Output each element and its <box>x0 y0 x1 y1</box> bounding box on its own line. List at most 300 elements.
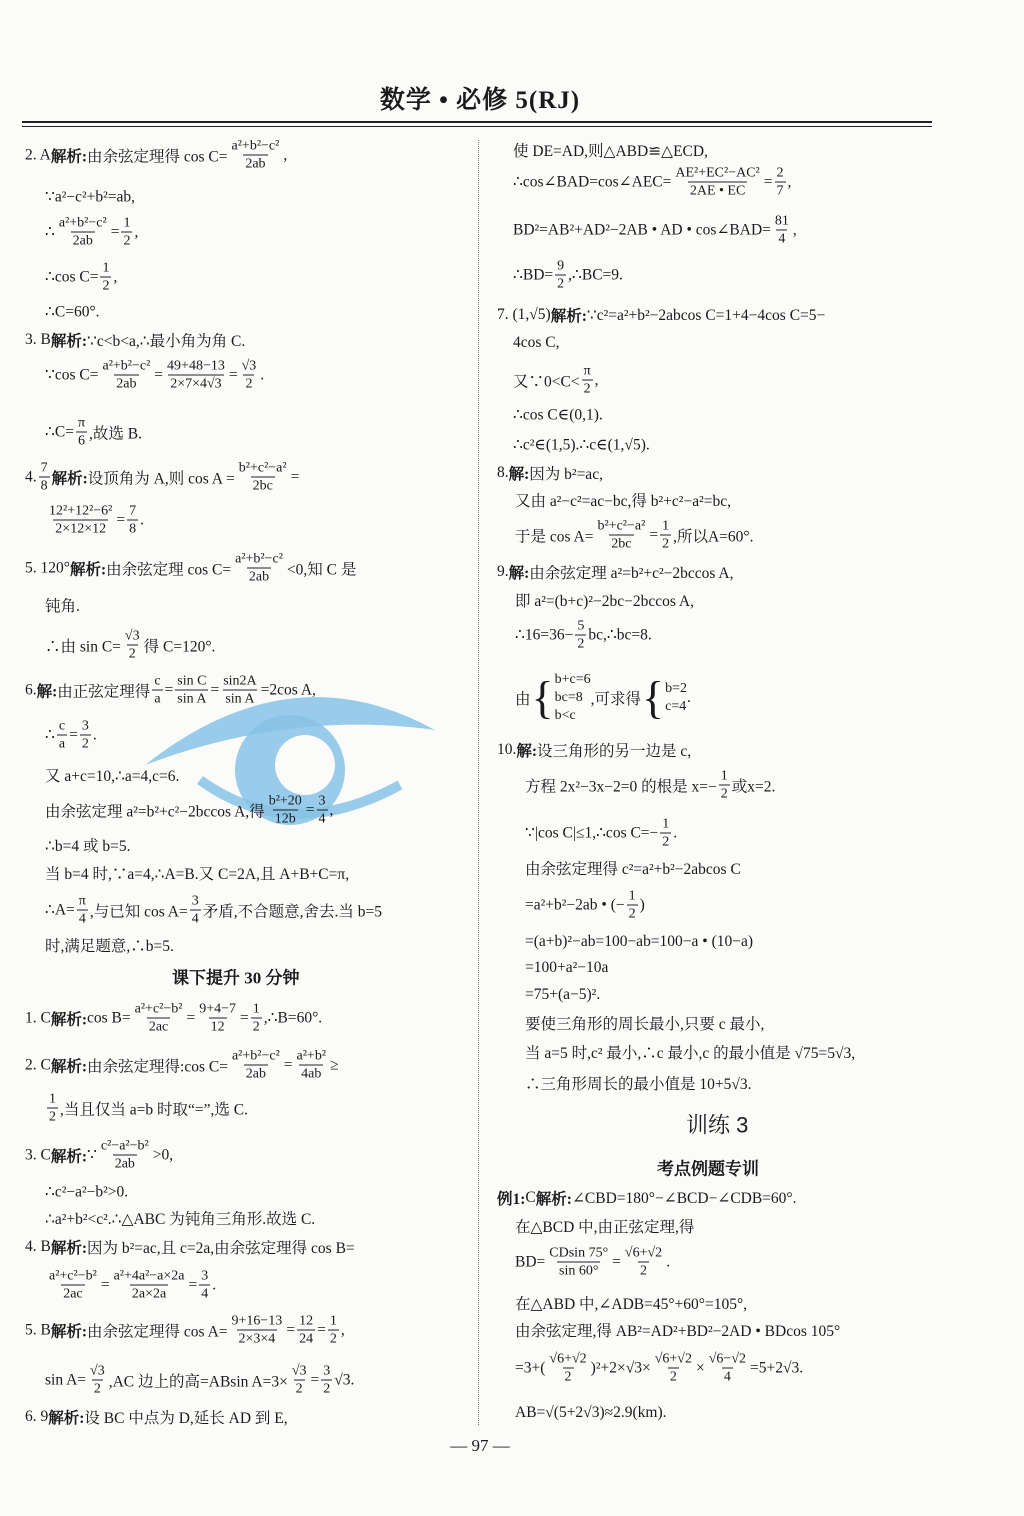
text-span: = <box>305 801 315 818</box>
text-span: , <box>134 223 139 240</box>
fraction <box>707 1351 748 1386</box>
numerator: a²+b²−c² <box>102 358 151 374</box>
fraction <box>627 888 638 923</box>
text-span: . <box>687 689 691 706</box>
text-span: 因为 b²=ac,且 c=2a,由余弦定理得 cos B= <box>87 1240 355 1257</box>
text-line <box>45 188 135 207</box>
text-span: 使 DE=AD,则△ABD≌△ECD, <box>513 143 708 160</box>
denominator: 2bc <box>611 536 632 552</box>
text-span: 训练 3 <box>686 1112 749 1138</box>
numerator: a²+b² <box>296 1048 327 1064</box>
text-span: ,∴BC=9. <box>568 266 623 284</box>
text-span: . <box>212 1276 217 1293</box>
text-span: ∴A= <box>45 901 75 919</box>
fraction <box>47 1091 58 1126</box>
bold-label: 解: <box>516 743 538 760</box>
denominator: 2ab <box>245 1066 266 1082</box>
text-span: = <box>164 681 174 698</box>
denominator: 2 <box>662 834 670 850</box>
text-span: = <box>116 511 126 528</box>
text-line <box>25 329 245 351</box>
bold-label: 解析: <box>50 1323 88 1340</box>
text-span: BD²=AB²+AD²−2AB • AD • cos∠BAD= <box>513 221 771 239</box>
bold-label: 解析: <box>550 308 587 325</box>
text-line <box>45 358 264 393</box>
numerator: AE²+EC²−AC² <box>675 165 760 181</box>
denominator: 4 <box>78 911 86 927</box>
text-line <box>513 334 560 352</box>
text-span: = <box>286 1321 296 1338</box>
text-span: 由余弦定理得:cos C= <box>87 1058 228 1075</box>
text-line <box>515 671 691 725</box>
text-span: 5. B <box>25 1321 51 1338</box>
text-span: = <box>649 526 659 543</box>
fraction <box>575 618 586 653</box>
text-line <box>25 138 287 173</box>
text-span: . <box>140 511 145 528</box>
equation: b<c <box>554 708 576 723</box>
text-line <box>515 518 753 553</box>
numerator: sin2A <box>223 673 257 689</box>
numerator: a²+c²−b² <box>49 1268 97 1284</box>
fraction <box>719 768 730 803</box>
text-line <box>525 959 608 977</box>
fraction <box>673 165 761 200</box>
numerator: 1 <box>123 215 131 231</box>
text-span: ∴cos C∈(0,1). <box>513 406 603 424</box>
numerator: √3 <box>291 1363 307 1379</box>
fraction <box>152 673 162 708</box>
text-span: ∵c<b<a,∴最小角为角 C. <box>87 333 246 350</box>
text-span: 8. <box>497 464 509 481</box>
text-span: = <box>110 223 120 240</box>
text-span: ∴c²∈(1,5).∴c∈(1,√5). <box>513 436 650 454</box>
fraction <box>230 138 282 173</box>
text-span: ∴16=36− <box>515 626 574 644</box>
text-span: 2. A <box>25 146 51 163</box>
numerator: √3 <box>90 1363 105 1379</box>
text-span: =2cos A, <box>260 681 316 698</box>
denominator: 2ac <box>148 1019 169 1035</box>
text-span: ,∴B=60°. <box>263 1009 323 1027</box>
text-span: 4cos C, <box>513 334 560 351</box>
denominator: sin A <box>225 691 255 707</box>
fraction <box>295 1048 329 1083</box>
text-line <box>525 933 753 951</box>
text-line <box>45 215 138 250</box>
text-span: 9. <box>497 563 509 580</box>
numerator: 1 <box>49 1091 56 1107</box>
text-line <box>45 1183 128 1202</box>
text-line <box>45 764 179 786</box>
text-span: = <box>69 726 78 743</box>
text-span: . <box>260 366 265 383</box>
fraction <box>240 358 259 393</box>
text-span: = <box>283 1056 293 1073</box>
text-line <box>45 628 215 663</box>
text-span: 由余弦定理 a²=b²+c²−2bccos A,得 <box>45 803 265 820</box>
text-line <box>513 165 791 200</box>
text-line <box>25 1236 355 1258</box>
bold-label: 解析: <box>48 1410 85 1427</box>
bold-label: 解析: <box>69 561 107 578</box>
text-line <box>45 862 349 884</box>
text-span: sin A= <box>45 1371 87 1388</box>
text-span: , <box>792 221 797 238</box>
numerator: 3 <box>318 793 326 809</box>
text-line <box>515 1319 840 1341</box>
text-span: AB=√(5+2√3)≈2.9(km). <box>515 1404 667 1421</box>
text-span: cos B= <box>87 1009 131 1026</box>
numerator: a²+b²−c² <box>58 215 107 231</box>
bold-label: 例1: <box>497 1191 526 1208</box>
text-span: =(a+b)²−ab=100−ab=100−a • (10−a) <box>525 933 754 950</box>
text-line <box>513 363 599 398</box>
denominator: 2AE • EC <box>689 183 746 199</box>
text-span: = <box>290 468 300 485</box>
text-span: 3. C <box>25 1146 51 1163</box>
text-line <box>525 888 645 923</box>
numerator: c <box>154 673 161 689</box>
text-span: 考点例题专训 <box>657 1159 759 1179</box>
text-line <box>515 1292 747 1314</box>
page-number: — 97 — <box>450 1436 510 1455</box>
text-span: 当 b=4 时,∵a=4,∴A=B.又 C=2A,且 A+B+C=π, <box>45 866 350 883</box>
fraction <box>233 551 285 586</box>
text-span: ∴b=4 或 b=5. <box>45 838 131 855</box>
numerator: 5 <box>577 618 585 634</box>
text-line <box>45 1207 315 1229</box>
numerator: 2 <box>776 165 784 181</box>
numerator: 3 <box>81 718 89 734</box>
text-line <box>25 1313 345 1348</box>
text-span: C <box>525 1189 536 1206</box>
bold-label: 解析: <box>535 1191 572 1208</box>
denominator: 2 <box>123 233 131 249</box>
text-line <box>45 934 174 956</box>
text-span: = <box>763 173 773 190</box>
equation-rows <box>665 680 687 716</box>
section-heading <box>686 1109 748 1140</box>
text-span: 由余弦定理得 cos A= <box>87 1323 228 1340</box>
fraction <box>100 358 152 393</box>
fraction <box>57 718 67 753</box>
equation: bc=8 <box>554 690 583 705</box>
numerator: a²+b²−c² <box>235 551 283 567</box>
denominator: 12 <box>210 1019 225 1035</box>
fraction <box>80 718 91 753</box>
fraction <box>121 215 132 250</box>
numerator: 1 <box>102 260 110 276</box>
fraction <box>267 793 304 828</box>
text-line <box>45 260 117 295</box>
fraction <box>57 215 109 250</box>
text-span: ,可求得 <box>590 691 642 708</box>
text-line <box>45 718 97 753</box>
text-span: 又∵0<C< <box>513 373 580 390</box>
section-heading <box>172 964 300 989</box>
text-line <box>497 462 603 484</box>
fraction <box>221 673 258 708</box>
page-header-title: 数学 • 必修 5(RJ) <box>379 87 581 114</box>
denominator: 4 <box>318 811 326 827</box>
denominator: 2ac <box>63 1286 83 1302</box>
numerator: 1 <box>628 888 636 904</box>
text-line <box>515 489 731 511</box>
numerator: √3 <box>124 628 140 644</box>
text-span: ∴C=60°. <box>45 303 100 321</box>
denominator: 2 <box>329 1331 337 1347</box>
denominator: 4 <box>723 1369 731 1385</box>
text-span: 7. (1,√5) <box>497 306 551 323</box>
denominator: 2 <box>669 1369 677 1385</box>
text-line <box>45 594 80 616</box>
fraction <box>100 260 111 295</box>
text-line <box>45 1091 248 1126</box>
equation-system <box>531 671 591 725</box>
text-span: BD= <box>515 1253 546 1270</box>
text-span: ∴a²+b²<c².∴△ABC 为钝角三角形.故选 C. <box>45 1211 316 1228</box>
numerator: 1 <box>329 1313 337 1329</box>
text-span: ∴cos C= <box>45 268 99 286</box>
fraction <box>77 893 88 928</box>
bold-label: 解析: <box>51 470 88 487</box>
denominator: 2ab <box>116 376 137 392</box>
fraction <box>99 1138 151 1173</box>
column-divider <box>478 140 479 1425</box>
text-span: = <box>228 366 238 383</box>
text-span: >0, <box>152 1146 174 1163</box>
text-span: 方程 2x²−3x−2=0 的根是 x=− <box>525 778 717 795</box>
text-span: ∵c²=a²+b²−2abcos C=1+4−4cos C=5− <box>586 306 826 324</box>
denominator: sin A <box>177 691 207 707</box>
text-span: 由余弦定理,得 AB²=AD²+BD²−2AD • BDcos 105° <box>515 1323 841 1340</box>
fraction <box>127 503 138 538</box>
text-span: . <box>673 824 678 841</box>
text-line <box>513 406 603 425</box>
fraction <box>165 358 227 393</box>
text-span: ,AC 边上的高=ABsin A=3× <box>108 1373 288 1390</box>
fraction <box>547 1351 588 1386</box>
denominator: 2 <box>252 1019 260 1035</box>
denominator: 2 <box>662 536 670 552</box>
fraction <box>596 518 648 553</box>
text-line <box>45 1363 354 1398</box>
bold-label: 解析: <box>50 1240 88 1257</box>
denominator: 24 <box>299 1331 314 1347</box>
text-span: ∴ <box>45 223 55 241</box>
text-line <box>513 258 623 293</box>
numerator: 9+16−13 <box>231 1313 283 1329</box>
numerator: √6+√2 <box>549 1351 587 1367</box>
denominator: sin 60° <box>559 1263 599 1279</box>
text-span: 在△ABD 中,∠ADB=45°+60°=105°, <box>515 1296 748 1313</box>
denominator: 4 <box>201 1286 209 1302</box>
denominator: 2 <box>577 636 585 652</box>
text-line <box>45 503 144 538</box>
text-line <box>513 213 797 248</box>
text-line <box>525 816 677 851</box>
numerator: 81 <box>774 213 789 229</box>
fraction <box>297 1313 315 1348</box>
bold-label: 解析: <box>50 1011 88 1028</box>
fraction <box>88 1363 107 1398</box>
fraction <box>653 1351 694 1386</box>
text-span: × <box>695 1359 705 1376</box>
fraction <box>317 793 328 828</box>
text-line <box>25 1406 288 1428</box>
fraction <box>251 1001 262 1036</box>
text-span: ∴由 sin C= <box>45 638 121 655</box>
text-span: 又 a+c=10,∴a=4,c=6. <box>45 768 180 785</box>
denominator: 2 <box>564 1369 572 1385</box>
text-span: 由余弦定理 cos C= <box>106 561 232 578</box>
numerator: c²−a²−b² <box>100 1138 149 1154</box>
text-span: ∴cos∠BAD=cos∠AEC= <box>513 173 672 191</box>
text-span: )²+2×√3× <box>590 1359 651 1376</box>
text-span: 由余弦定理得 cos C= <box>87 148 228 165</box>
numerator: 9 <box>557 258 565 274</box>
text-line <box>45 834 130 856</box>
text-span: 因为 b²=ac, <box>529 466 603 483</box>
fraction <box>290 1363 309 1398</box>
bold-label: 解: <box>508 565 530 582</box>
fraction <box>321 1363 332 1398</box>
text-span: = <box>612 1253 621 1270</box>
equation: b=2 <box>665 681 688 696</box>
numerator: 9+4−7 <box>199 1001 236 1017</box>
text-line <box>525 1041 855 1063</box>
text-span: 设三角形的另一边是 c, <box>537 743 692 760</box>
text-span: 由 <box>515 691 531 708</box>
denominator: 2 <box>295 1381 303 1397</box>
numerator: 49+48−13 <box>167 358 225 374</box>
text-span: = <box>154 366 164 383</box>
text-span: ∵ <box>87 1146 97 1164</box>
fraction <box>775 165 786 200</box>
text-span: 于是 cos A= <box>515 528 594 545</box>
denominator: 2bc <box>252 478 273 494</box>
text-line <box>513 139 708 161</box>
fraction <box>230 1313 285 1348</box>
numerator: π <box>77 415 86 431</box>
text-span: = <box>210 681 220 698</box>
numerator: sin C <box>177 673 207 689</box>
denominator: 2 <box>245 376 253 392</box>
text-span: 5. 120° <box>25 559 70 576</box>
text-span: 4. <box>25 468 37 485</box>
denominator: 2 <box>93 1381 101 1397</box>
text-line <box>25 551 356 586</box>
denominator: a <box>58 736 66 752</box>
fraction <box>112 1268 187 1303</box>
text-span: 10. <box>497 741 517 758</box>
denominator: 2 <box>49 1109 56 1125</box>
numerator: 7 <box>40 460 48 476</box>
equation: b+c=6 <box>554 672 591 687</box>
text-span: ∵a²−c²+b²=ab, <box>45 188 136 206</box>
numerator: CDsin 75° <box>549 1245 609 1261</box>
section-heading <box>657 1155 759 1180</box>
equation: c=4 <box>665 699 687 714</box>
denominator: 2 <box>102 278 110 294</box>
bold-label: 解析: <box>50 1058 88 1075</box>
numerator: c <box>58 718 66 734</box>
text-span: 由余弦定理得 c²=a²+b²−2abcos C <box>525 861 741 878</box>
denominator: 2ab <box>72 233 93 249</box>
equation-system <box>641 672 688 723</box>
denominator: 2 <box>128 646 136 662</box>
numerator: 7 <box>129 503 137 519</box>
numerator: 12²+12²−6² <box>49 503 113 519</box>
text-line <box>515 1351 803 1386</box>
fraction <box>175 673 208 708</box>
fraction <box>623 1245 664 1280</box>
denominator: 2×12×12 <box>55 521 107 537</box>
numerator: 3 <box>191 893 199 909</box>
text-span: 由正弦定理得 <box>57 683 151 700</box>
text-span: 钝角. <box>45 598 80 615</box>
text-span: 矛盾,不合题意,舍去.当 b=5 <box>202 903 382 920</box>
denominator: 4 <box>191 911 199 927</box>
denominator: 12b <box>274 811 296 827</box>
text-span: , <box>113 268 118 285</box>
text-span: = <box>188 1276 198 1293</box>
fraction <box>47 1268 99 1303</box>
text-span: 4. B <box>25 1238 51 1255</box>
fraction <box>197 1001 238 1036</box>
fraction <box>190 893 201 928</box>
text-span: =a²+b²−2ab • (− <box>525 896 625 913</box>
text-line <box>497 739 691 761</box>
text-span: 由余弦定理 a²=b²+c²−2bccos A, <box>529 565 734 582</box>
denominator: 6 <box>77 433 85 449</box>
fraction <box>47 503 114 538</box>
denominator: 2a×2a <box>131 1286 167 1302</box>
text-line <box>45 893 382 928</box>
text-line <box>45 793 333 828</box>
text-span: 在△BCD 中,由正弦定理,得 <box>515 1219 695 1236</box>
fraction <box>582 363 593 398</box>
text-span: bc,∴bc=8. <box>588 626 652 644</box>
text-span: 时,满足题意,∴b=5. <box>45 938 174 955</box>
text-span: 又由 a²−c²=ac−bc,得 b²+c²−a²=bc, <box>515 493 731 510</box>
text-line <box>513 436 650 455</box>
denominator: 2ab <box>114 1156 135 1172</box>
denominator: 2ab <box>248 569 270 585</box>
denominator: 4ab <box>301 1066 322 1082</box>
numerator: √3 <box>241 358 257 374</box>
denominator: 2ab <box>245 156 266 172</box>
denominator: 2 <box>557 276 565 292</box>
text-span: ∴C= <box>45 423 74 441</box>
text-line <box>25 1001 322 1036</box>
text-span: ,故选 B. <box>89 425 142 442</box>
numerator: a²+4a²−a×2a <box>113 1268 185 1284</box>
text-span: ∵|cos C|≤1,∴cos C=− <box>525 824 659 842</box>
denominator: 2 <box>640 1263 648 1279</box>
text-line <box>45 303 100 322</box>
fraction <box>39 460 50 495</box>
text-span: ∴三角形周长的最小值是 10+5√3. <box>525 1076 752 1093</box>
text-span: , <box>340 1321 345 1338</box>
numerator: 1 <box>720 768 728 784</box>
text-span: ≥ <box>330 1056 339 1073</box>
text-span: ∴c²−a²−b²>0. <box>45 1183 129 1201</box>
bold-label: 解析: <box>50 148 88 165</box>
text-span: <0,知 C 是 <box>286 561 357 578</box>
text-span: , <box>787 173 792 190</box>
